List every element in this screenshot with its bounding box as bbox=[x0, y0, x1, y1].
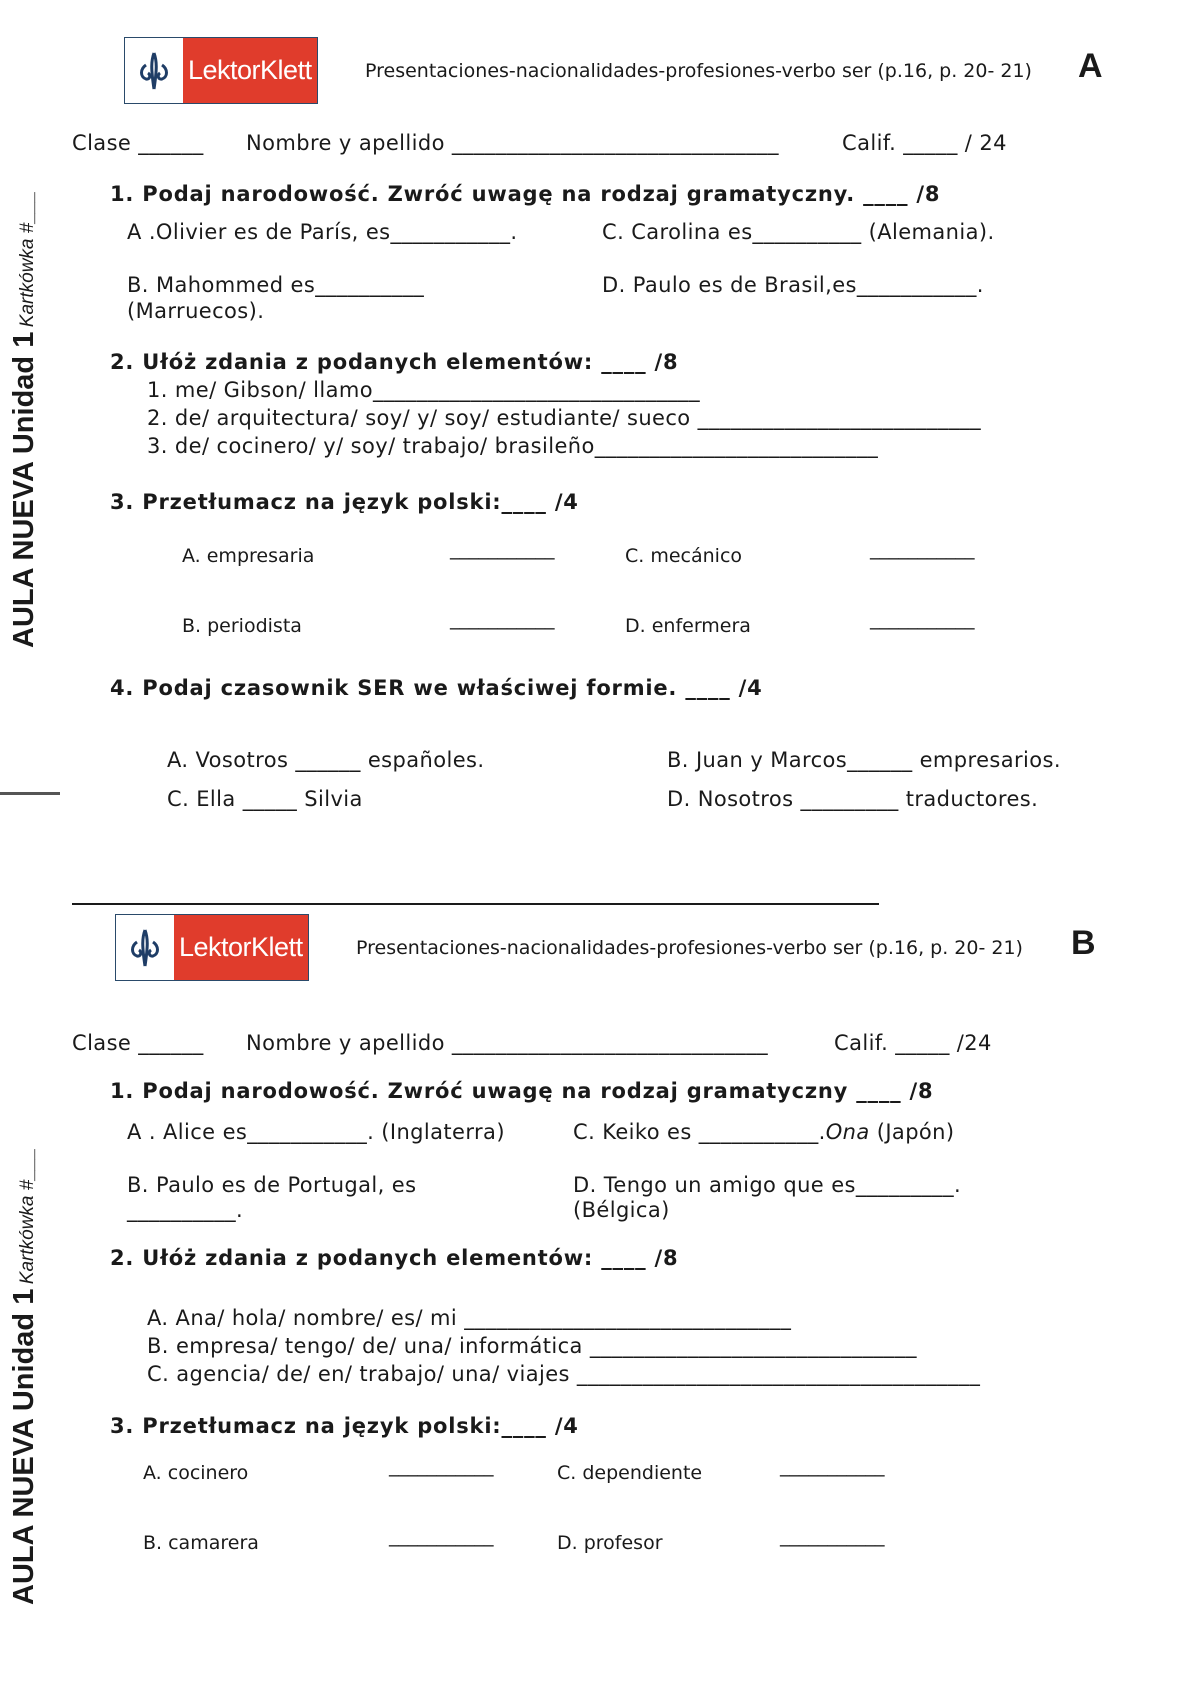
test-a-q3-b: B. periodista bbox=[182, 615, 302, 637]
cut-line-divider bbox=[72, 903, 879, 905]
test-a-q3-heading: 3. Przetłumacz na język polski:____ /4 bbox=[110, 490, 579, 514]
test-b-q1-heading: 1. Podaj narodowość. Zwróć uwagę na rodzaj gramatyczny ____ /8 bbox=[110, 1079, 934, 1103]
sidebar-quiz-number-a: Kartkówka #___ bbox=[17, 190, 38, 328]
test-a-clase: Clase ______ bbox=[72, 131, 204, 155]
test-a-q1-heading: 1. Podaj narodowość. Zwróć uwagę na rodzaj gramatyczny. ____ /8 bbox=[110, 182, 941, 206]
test-b-variant: B bbox=[1071, 924, 1096, 962]
test-a-variant: A bbox=[1078, 47, 1103, 85]
test-b-q3-d-blank: ___________ bbox=[780, 1525, 885, 1547]
lektorklett-logo-a bbox=[124, 37, 318, 104]
sidebar-course-a: AULA NUEVA Unidad 1 bbox=[8, 331, 40, 648]
test-a-q3-d-blank: ___________ bbox=[870, 608, 975, 630]
test-a-q1-b-country: (Marruecos). bbox=[127, 299, 265, 323]
test-b-q1-d-country: (Bélgica) bbox=[573, 1198, 670, 1222]
test-b-q1-c-country: (Japón) bbox=[869, 1120, 955, 1144]
test-b-q3-b-blank: ___________ bbox=[389, 1525, 494, 1547]
test-a-q4-a: A. Vosotros ______ españoles. bbox=[167, 748, 485, 772]
test-a-q2-heading: 2. Ułóż zdania z podanych elementów: ____ /8 bbox=[110, 350, 679, 374]
test-b-q2-heading: 2. Ułóż zdania z podanych elementów: ____ /8 bbox=[110, 1246, 679, 1270]
lektorklett-logo-b bbox=[115, 914, 309, 981]
test-b-q3-c-blank: ___________ bbox=[780, 1455, 885, 1477]
test-b-calif: Calif. _____ /24 bbox=[834, 1031, 992, 1055]
sidebar-label-b bbox=[8, 1148, 41, 1605]
test-a-q4-heading: 4. Podaj czasownik SER we właściwej formie. ____ /4 bbox=[110, 676, 763, 700]
lektorklett-mark-icon bbox=[125, 38, 183, 103]
test-a-q3-c-blank: ___________ bbox=[870, 538, 975, 560]
test-a-q3-a-blank: ___________ bbox=[450, 538, 555, 560]
lektorklett-wordmark: LektorKlett bbox=[174, 915, 308, 980]
test-a-q3-a: A. empresaria bbox=[182, 545, 315, 567]
test-a-q3-b-blank: ___________ bbox=[450, 608, 555, 630]
test-a-q1-d: D. Paulo es de Brasil,es___________. bbox=[602, 273, 984, 297]
test-b-q1-b: B. Paulo es de Portugal, es bbox=[127, 1173, 417, 1197]
sidebar-course-b: AULA NUEVA Unidad 1 bbox=[8, 1288, 40, 1605]
lektorklett-wordmark: LektorKlett bbox=[183, 38, 317, 103]
test-a-title: Presentaciones-nacionalidades-profesiones-verbo ser (p.16, p. 20- 21) bbox=[365, 60, 1032, 82]
test-b-q1-c bbox=[573, 1120, 954, 1144]
sidebar-quiz-number-b: Kartkówka #___ bbox=[17, 1147, 38, 1285]
test-a-q4-d: D. Nosotros _________ traductores. bbox=[667, 787, 1039, 811]
test-b-q1-c-italic: Ona bbox=[825, 1120, 870, 1144]
test-a-q1-b: B. Mahommed es__________ bbox=[127, 273, 425, 297]
test-b-q2-item-c: C. agencia/ de/ en/ trabajo/ una/ viajes _____________________________________ bbox=[147, 1362, 981, 1386]
test-b-q3-a-blank: ___________ bbox=[389, 1455, 494, 1477]
test-a-q3-c: C. mecánico bbox=[625, 545, 743, 567]
test-b-nombre: Nombre y apellido _____________________________ bbox=[246, 1031, 768, 1055]
test-b-clase: Clase ______ bbox=[72, 1031, 204, 1055]
lektorklett-mark-icon bbox=[116, 915, 174, 980]
test-b-q3-c: C. dependiente bbox=[557, 1462, 703, 1484]
test-b-q2-item-a: A. Ana/ hola/ nombre/ es/ mi ______________________________ bbox=[147, 1306, 792, 1330]
sidebar-label-a bbox=[8, 191, 41, 648]
test-b-q3-a: A. cocinero bbox=[143, 1462, 249, 1484]
test-a-q2-item-1: 1. me/ Gibson/ llamo______________________________ bbox=[147, 378, 700, 402]
test-b-q1-a: A . Alice es___________. (Inglaterra) bbox=[127, 1120, 505, 1144]
test-a-q1-c: C. Carolina es__________ (Alemania). bbox=[602, 220, 995, 244]
test-a-calif: Calif. _____ / 24 bbox=[842, 131, 1007, 155]
test-a-q1-a: A .Olivier es de París, es___________. bbox=[127, 220, 518, 244]
test-b-q3-d: D. profesor bbox=[557, 1532, 663, 1554]
test-a-q2-item-2: 2. de/ arquitectura/ soy/ y/ soy/ estudiante/ sueco __________________________ bbox=[147, 406, 982, 430]
test-b-q1-d: D. Tengo un amigo que es_________. bbox=[573, 1173, 962, 1197]
test-a-q2-item-3: 3. de/ cocinero/ y/ soy/ trabajo/ brasileño__________________________ bbox=[147, 434, 879, 458]
test-b-q1-c-text: C. Keiko es ___________. bbox=[573, 1120, 826, 1144]
test-a-q4-c: C. Ella _____ Silvia bbox=[167, 787, 363, 811]
test-b-q2-item-b: B. empresa/ tengo/ de/ una/ informática ______________________________ bbox=[147, 1334, 917, 1358]
test-a-q4-b: B. Juan y Marcos______ empresarios. bbox=[667, 748, 1061, 772]
margin-tick bbox=[0, 792, 60, 795]
test-b-q3-heading: 3. Przetłumacz na język polski:____ /4 bbox=[110, 1414, 579, 1438]
test-b-q3-b: B. camarera bbox=[143, 1532, 259, 1554]
test-b-q1-b-blank: __________. bbox=[127, 1198, 244, 1222]
test-a-nombre: Nombre y apellido ______________________________ bbox=[246, 131, 779, 155]
test-a-q3-d: D. enfermera bbox=[625, 615, 751, 637]
test-b-title: Presentaciones-nacionalidades-profesiones-verbo ser (p.16, p. 20- 21) bbox=[356, 937, 1023, 959]
